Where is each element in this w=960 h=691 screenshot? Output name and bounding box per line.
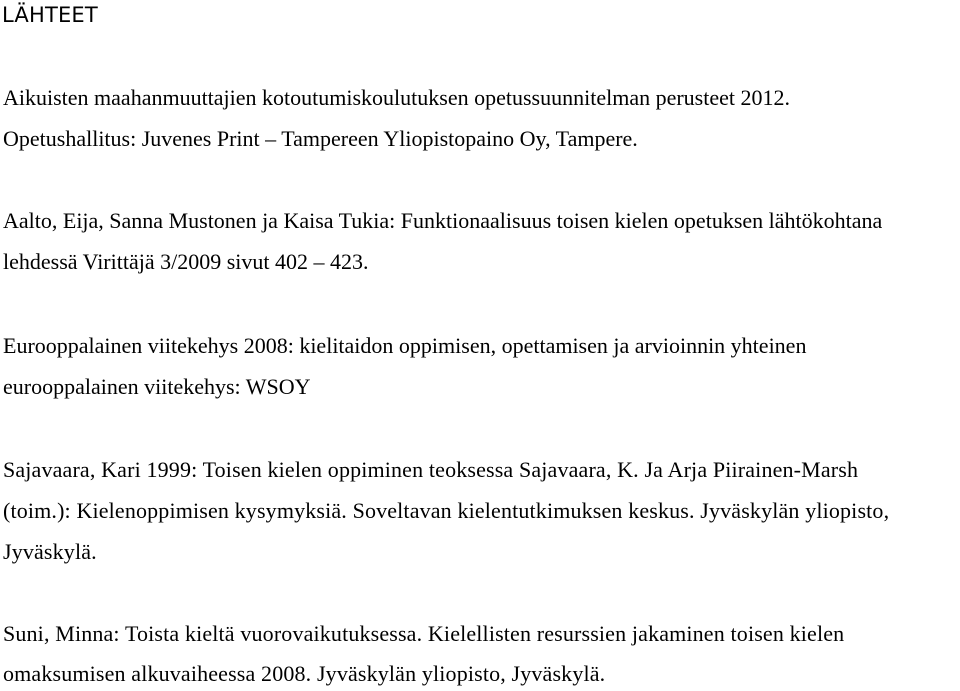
reference-line: Sajavaara, Kari 1999: Toisen kielen oppiminen teoksessa Sajavaara, K. Ja Arja Piirainen-Marsh: [3, 457, 859, 482]
reference-line: (toim.): Kielenoppimisen kysymyksiä. Soveltavan kielentutkimuksen keskus. Jyväskylän yliopisto,: [3, 498, 890, 523]
reference-line: Jyväskylä.: [3, 539, 97, 564]
reference-line: Aikuisten maahanmuuttajien kotoutumiskoulutuksen opetussuunnitelman perusteet 2012.: [3, 85, 790, 110]
reference-line: Suni, Minna: Toista kieltä vuorovaikutuksessa. Kielellisten resurssien jakaminen toisen kielen: [3, 621, 845, 646]
reference-line: eurooppalainen viitekehys: WSOY: [3, 374, 311, 399]
page-title: LÄHTEET: [2, 3, 98, 27]
reference-line: Eurooppalainen viitekehys 2008: kielitaidon oppimisen, opettamisen ja arvioinnin yhteinen: [3, 333, 807, 358]
reference-line: omaksumisen alkuvaiheessa 2008. Jyväskylän yliopisto, Jyväskylä.: [3, 661, 606, 686]
reference-line: Aalto, Eija, Sanna Mustonen ja Kaisa Tukia: Funktionaalisuus toisen kielen opetuksen lähtökohtana: [3, 208, 883, 233]
reference-line: lehdessä Virittäjä 3/2009 sivut 402 – 423.: [3, 249, 369, 274]
reference-line: Opetushallitus: Juvenes Print – Tampereen Yliopistopaino Oy, Tampere.: [3, 126, 638, 151]
